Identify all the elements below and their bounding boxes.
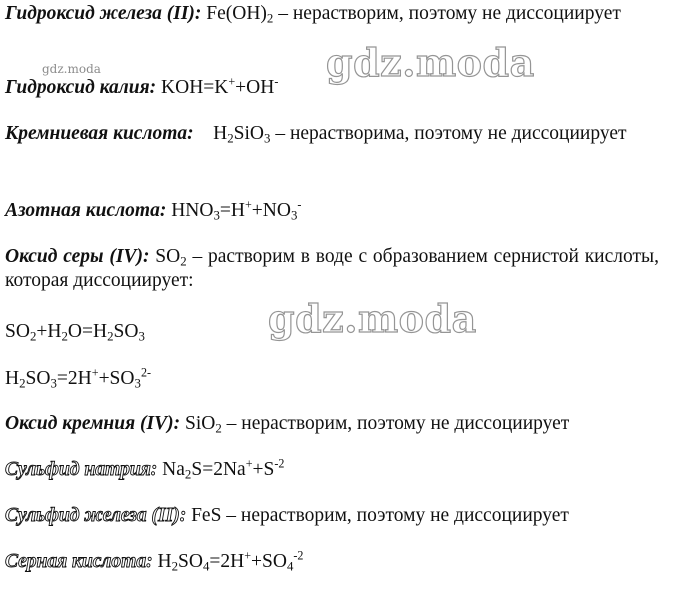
equation-sulfurous-acid-dissociation: $H_2SO_3=2H^++SO_3^{2-}$ [5, 365, 151, 391]
line-sulfuric-acid: Серная кислота: $H_2SO_4=2H^++SO_4^{-2}$ [5, 548, 304, 574]
label-silicon-oxide-iv: Оксид кремния (IV): [5, 413, 181, 434]
label-iron-sulfide-ii: Сульфид железа (II): [5, 505, 187, 526]
line-silicon-oxide-iv: Оксид кремния (IV): SiO$_2$ – нерастворим, поэтому не диссоциирует [5, 413, 570, 436]
line-sodium-sulfide: Сульфид натрия: $Na_2S=2Na^++S^{-2}$ [5, 456, 285, 482]
line-silicic-acid: Кремниевая кислота: $H_2SiO_3$ – нерастворима, поэтому не диссоциирует [5, 123, 627, 146]
watermark-gdz-moda-middle: gdz.moda [268, 296, 477, 341]
label-nitric-acid: Азотная кислота: [5, 200, 167, 221]
watermark-gdz-moda-small: gdz.moda [42, 62, 101, 76]
label-iron-hydroxide-ii: Гидроксид железа (II): [5, 3, 202, 24]
line-iron-hydroxide-ii: Гидроксид железа (II): $Fe(OH)_2$ – нерастворим, поэтому не диссоциирует [5, 3, 621, 26]
line-iron-sulfide-ii: Сульфид железа (II): FeS – нерастворим, поэтому не диссоциирует [5, 505, 569, 526]
label-sodium-sulfide: Сульфид натрия: [5, 459, 158, 480]
label-silicic-acid: Кремниевая кислота: [5, 123, 194, 144]
equation-sulfurous-acid-formation: $SO_2+H_2O=H_2SO_3$ [5, 321, 145, 344]
line-potassium-hydroxide: Гидроксид калия: KOH=K++OH- [5, 74, 279, 98]
label-potassium-hydroxide: Гидроксид калия: [5, 77, 157, 98]
label-sulfuric-acid: Серная кислота: [5, 551, 153, 572]
watermark-gdz-moda-top: gdz.moda [326, 40, 535, 85]
line-nitric-acid: Азотная кислота: $HNO_3=H^++NO_3^-$ [5, 197, 302, 223]
label-sulfur-oxide-iv: Оксид серы (IV): [5, 246, 150, 267]
line-sulfur-oxide-iv: Оксид серы (IV): $SO_2$ – растворим в воде с образованием сернистой кислоты, которая диссоциирует: [5, 246, 659, 291]
